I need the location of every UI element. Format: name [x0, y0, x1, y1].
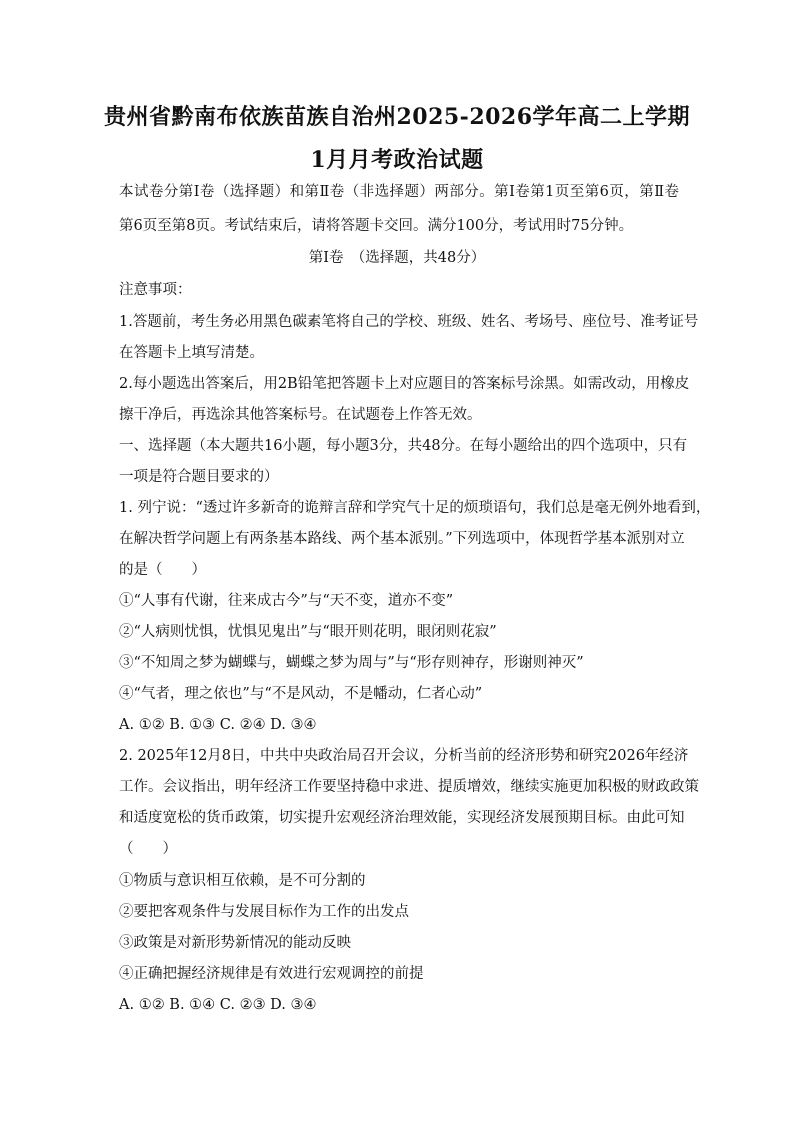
q2-option-1: ①物质与意识相互依赖，是不可分割的: [119, 873, 366, 889]
q2-option-3: ③政策是对新形势新情况的能动反映: [119, 935, 351, 951]
exam-title-line1: 贵州省黔南布依族苗族自治州2025-2026学年高二上学期: [103, 104, 691, 130]
q2-option-2: ②要把客观条件与发展目标作为工作的出发点: [119, 904, 409, 920]
q2-stem-line1: 2. 2025年12月8日，中共中央政治局召开会议，分析当前的经济形势和研究2026年经济: [119, 748, 689, 764]
q1-stem-line1: 1. 列宁说：“透过许多新奇的诡辩言辞和学究气十足的烦琐语句，我们总是毫无例外地看到，: [119, 500, 711, 516]
note-1-line2: 在答题卡上填写清楚。: [119, 345, 264, 361]
intro-line1: 本试卷分第Ⅰ卷（选择题）和第Ⅱ卷（非选择题）两部分。第Ⅰ卷第1页至第6页，第Ⅱ卷: [119, 184, 679, 200]
note-2-line1: 2.每小题选出答案后，用2B铅笔把答题卡上对应题目的答案标号涂黑。如需改动，用橡皮: [119, 376, 690, 392]
note-1-line1: 1.答题前，考生务必用黑色碳素笔将自己的学校、班级、姓名、考场号、座位号、准考证号: [119, 314, 699, 330]
q1-option-2: ②“人病则忧惧，忧惧见鬼出”与“眼开则花明，眼闭则花寂”: [119, 624, 497, 640]
q1-stem-line2: 在解决哲学问题上有两条基本路线、两个基本派别。”下列选项中，体现哲学基本派别对立: [119, 531, 685, 547]
exam-title-line2: 1月月考政治试题: [310, 147, 484, 173]
q2-stem-line2: 工作。会议指出，明年经济工作要坚持稳中求进、提质增效，继续实施更加积极的财政政策: [119, 779, 699, 795]
q2-answer-choices: A. ①② B. ①④ C. ②③ D. ③④: [119, 997, 317, 1013]
notes-heading: 注意事项：: [119, 282, 192, 298]
part1-instructions-line2: 一项是符合题目要求的）: [119, 469, 279, 485]
q1-option-1: ①“人事有代谢，往来成古今”与“天不变，道亦不变”: [119, 593, 454, 609]
q1-answer-choices: A. ①② B. ①③ C. ②④ D. ③④: [119, 717, 317, 733]
q1-stem-line3: 的是（ ）: [119, 562, 206, 578]
q2-option-4: ④正确把握经济规律是有效进行宏观调控的前提: [119, 966, 424, 982]
q1-option-4: ④“气者，理之依也”与“不是风动，不是幡动，仁者心动”: [119, 686, 483, 702]
q2-stem-line3: 和适度宽松的货币政策，切实提升宏观经济治理效能，实现经济发展预期目标。由此可知: [119, 810, 685, 826]
intro-line2: 第6页至第8页。考试结束后，请将答题卡交回。满分100分，考试用时75分钟。: [119, 218, 634, 234]
note-2-line2: 擦干净后，再选涂其他答案标号。在试题卷上作答无效。: [119, 407, 482, 423]
part1-instructions-line1: 一、选择题（本大题共16小题，每小题3分，共48分。在每小题给出的四个选项中，只有: [119, 438, 688, 454]
section-header: 第Ⅰ卷 （选择题，共48分）: [308, 250, 486, 266]
q1-option-3: ③“不知周之梦为蝴蝶与，蝴蝶之梦为周与”与“形存则神存，形谢则神灭”: [119, 655, 584, 671]
q2-stem-line4: （ ）: [119, 841, 177, 857]
